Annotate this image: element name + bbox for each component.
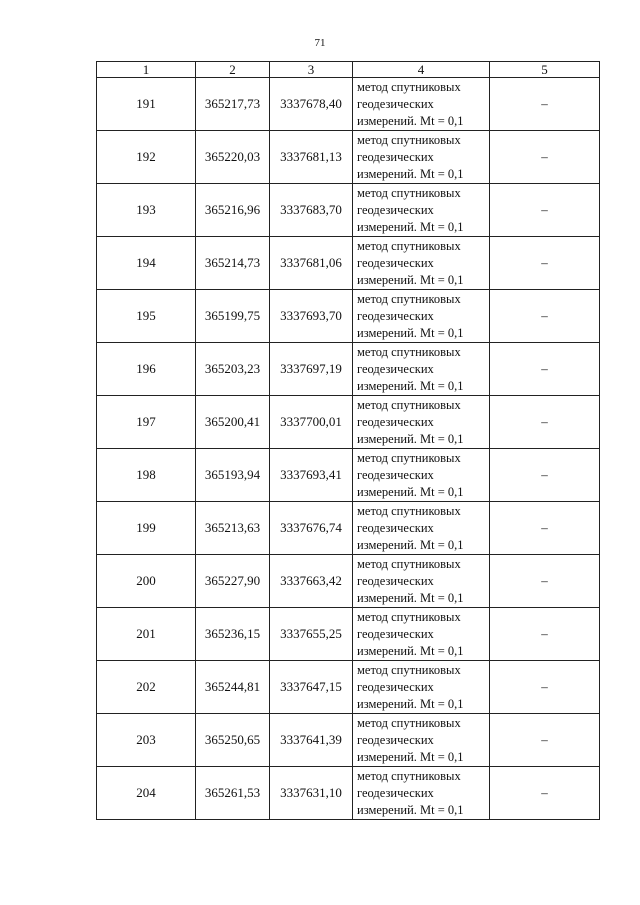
method-line: метод спутниковых	[357, 715, 461, 730]
point-number-cell: 191	[97, 78, 196, 131]
method-line: метод спутниковых	[357, 238, 461, 253]
method-line: геодезических	[357, 202, 434, 217]
method-line: измерений. Mt = 0,1	[357, 431, 464, 446]
header-col-1: 1	[97, 62, 196, 78]
method-line: геодезических	[357, 467, 434, 482]
x-coordinate-cell: 365193,94	[196, 449, 270, 502]
table-row	[97, 237, 600, 290]
table-row	[97, 502, 600, 555]
y-coordinate-cell: 3337676,74	[270, 502, 353, 555]
x-coordinate-cell: 365214,73	[196, 237, 270, 290]
header-col-4: 4	[353, 62, 490, 78]
method-line: измерений. Mt = 0,1	[357, 219, 464, 234]
method-line: метод спутниковых	[357, 185, 461, 200]
note-cell: –	[490, 290, 600, 343]
note-cell: –	[490, 131, 600, 184]
method-line: измерений. Mt = 0,1	[357, 325, 464, 340]
table-row	[97, 290, 600, 343]
x-coordinate-cell: 365250,65	[196, 714, 270, 767]
method-line: измерений. Mt = 0,1	[357, 537, 464, 552]
x-coordinate-cell: 365199,75	[196, 290, 270, 343]
x-coordinate-cell: 365217,73	[196, 78, 270, 131]
point-number-cell: 201	[97, 608, 196, 661]
y-coordinate-cell: 3337655,25	[270, 608, 353, 661]
table-body	[97, 78, 600, 820]
method-cell	[353, 290, 490, 343]
method-line: метод спутниковых	[357, 662, 461, 677]
method-line: метод спутниковых	[357, 344, 461, 359]
y-coordinate-cell: 3337663,42	[270, 555, 353, 608]
method-line: геодезических	[357, 149, 434, 164]
y-coordinate-cell: 3337647,15	[270, 661, 353, 714]
method-line: измерений. Mt = 0,1	[357, 696, 464, 711]
method-line: метод спутниковых	[357, 132, 461, 147]
method-line: измерений. Mt = 0,1	[357, 272, 464, 287]
note-cell: –	[490, 78, 600, 131]
note-cell: –	[490, 555, 600, 608]
x-coordinate-cell: 365200,41	[196, 396, 270, 449]
method-line: геодезических	[357, 255, 434, 270]
method-cell	[353, 237, 490, 290]
point-number-cell: 198	[97, 449, 196, 502]
y-coordinate-cell: 3337641,39	[270, 714, 353, 767]
note-cell: –	[490, 396, 600, 449]
method-line: геодезических	[357, 732, 434, 747]
table-row	[97, 608, 600, 661]
table-row	[97, 343, 600, 396]
note-cell: –	[490, 449, 600, 502]
method-line: геодезических	[357, 573, 434, 588]
table-row	[97, 555, 600, 608]
y-coordinate-cell: 3337631,10	[270, 767, 353, 820]
point-number-cell: 202	[97, 661, 196, 714]
x-coordinate-cell: 365203,23	[196, 343, 270, 396]
method-line: геодезических	[357, 308, 434, 323]
method-line: метод спутниковых	[357, 397, 461, 412]
method-line: измерений. Mt = 0,1	[357, 166, 464, 181]
header-col-3: 3	[270, 62, 353, 78]
table-row	[97, 714, 600, 767]
y-coordinate-cell: 3337693,41	[270, 449, 353, 502]
method-line: измерений. Mt = 0,1	[357, 749, 464, 764]
method-line: измерений. Mt = 0,1	[357, 802, 464, 817]
method-line: геодезических	[357, 361, 434, 376]
point-number-cell: 192	[97, 131, 196, 184]
method-cell	[353, 449, 490, 502]
x-coordinate-cell: 365216,96	[196, 184, 270, 237]
method-line: метод спутниковых	[357, 609, 461, 624]
method-cell	[353, 767, 490, 820]
x-coordinate-cell: 365227,90	[196, 555, 270, 608]
method-line: измерений. Mt = 0,1	[357, 590, 464, 605]
header-col-2: 2	[196, 62, 270, 78]
y-coordinate-cell: 3337700,01	[270, 396, 353, 449]
method-cell	[353, 608, 490, 661]
table-row	[97, 78, 600, 131]
method-cell	[353, 343, 490, 396]
method-line: метод спутниковых	[357, 503, 461, 518]
table-row	[97, 661, 600, 714]
note-cell: –	[490, 502, 600, 555]
table-row	[97, 767, 600, 820]
note-cell: –	[490, 184, 600, 237]
method-cell	[353, 78, 490, 131]
method-cell	[353, 502, 490, 555]
method-line: геодезических	[357, 785, 434, 800]
x-coordinate-cell: 365244,81	[196, 661, 270, 714]
y-coordinate-cell: 3337678,40	[270, 78, 353, 131]
method-line: метод спутниковых	[357, 79, 461, 94]
method-cell	[353, 131, 490, 184]
method-line: измерений. Mt = 0,1	[357, 643, 464, 658]
y-coordinate-cell: 3337693,70	[270, 290, 353, 343]
table-row	[97, 131, 600, 184]
point-number-cell: 195	[97, 290, 196, 343]
x-coordinate-cell: 365236,15	[196, 608, 270, 661]
page-number: 71	[314, 37, 326, 49]
note-cell: –	[490, 343, 600, 396]
method-line: измерений. Mt = 0,1	[357, 378, 464, 393]
table-row	[97, 184, 600, 237]
method-cell	[353, 396, 490, 449]
method-line: геодезических	[357, 626, 434, 641]
method-cell	[353, 555, 490, 608]
note-cell: –	[490, 661, 600, 714]
method-line: измерений. Mt = 0,1	[357, 113, 464, 128]
note-cell: –	[490, 237, 600, 290]
x-coordinate-cell: 365213,63	[196, 502, 270, 555]
note-cell: –	[490, 767, 600, 820]
note-cell: –	[490, 608, 600, 661]
point-number-cell: 194	[97, 237, 196, 290]
method-cell	[353, 714, 490, 767]
method-line: метод спутниковых	[357, 291, 461, 306]
y-coordinate-cell: 3337681,06	[270, 237, 353, 290]
header-col-5: 5	[490, 62, 600, 78]
table-row	[97, 449, 600, 502]
point-number-cell: 193	[97, 184, 196, 237]
y-coordinate-cell: 3337683,70	[270, 184, 353, 237]
point-number-cell: 199	[97, 502, 196, 555]
method-line: измерений. Mt = 0,1	[357, 484, 464, 499]
point-number-cell: 204	[97, 767, 196, 820]
method-line: геодезических	[357, 520, 434, 535]
table-header	[97, 62, 600, 78]
method-line: геодезических	[357, 96, 434, 111]
method-line: метод спутниковых	[357, 768, 461, 783]
x-coordinate-cell: 365261,53	[196, 767, 270, 820]
point-number-cell: 203	[97, 714, 196, 767]
method-line: геодезических	[357, 414, 434, 429]
method-cell	[353, 661, 490, 714]
y-coordinate-cell: 3337681,13	[270, 131, 353, 184]
header-row	[97, 62, 600, 78]
method-cell	[353, 184, 490, 237]
method-line: метод спутниковых	[357, 556, 461, 571]
y-coordinate-cell: 3337697,19	[270, 343, 353, 396]
method-line: геодезических	[357, 679, 434, 694]
method-line: метод спутниковых	[357, 450, 461, 465]
coordinates-table	[96, 61, 600, 820]
point-number-cell: 200	[97, 555, 196, 608]
table-row	[97, 396, 600, 449]
point-number-cell: 196	[97, 343, 196, 396]
point-number-cell: 197	[97, 396, 196, 449]
note-cell: –	[490, 714, 600, 767]
x-coordinate-cell: 365220,03	[196, 131, 270, 184]
